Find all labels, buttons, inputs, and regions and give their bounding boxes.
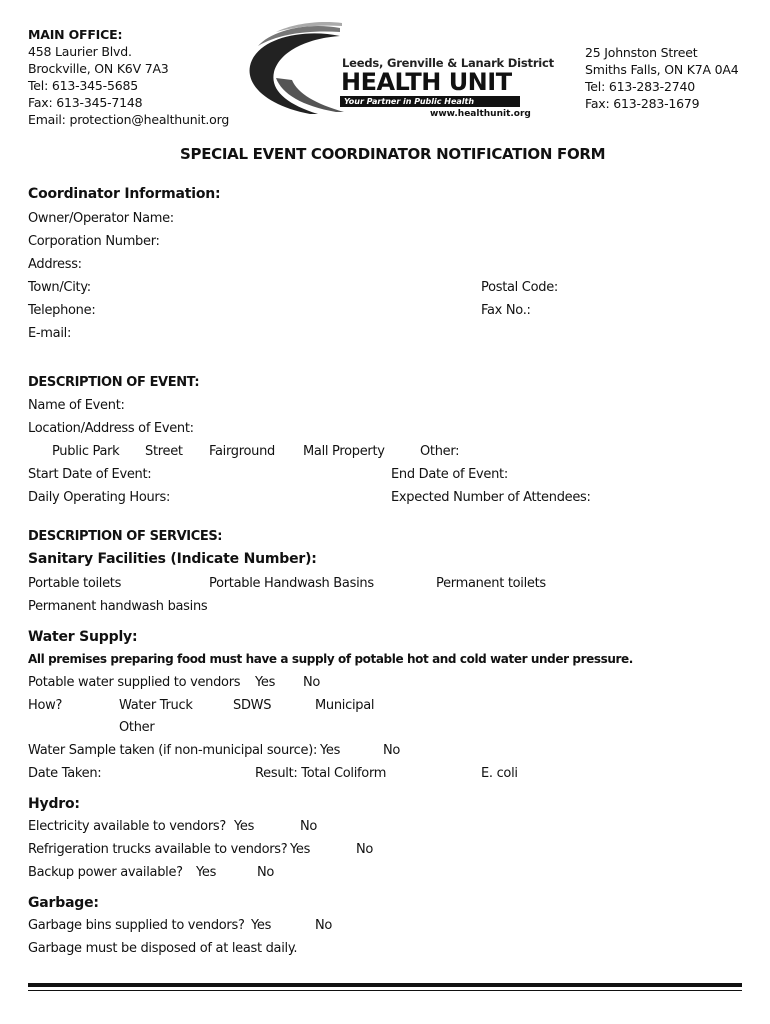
garbage-bins-no: No	[315, 918, 333, 933]
logo-name: HEALTH UNIT	[341, 68, 512, 96]
electricity-yes: Yes	[234, 819, 255, 834]
logo-tagline: Your Partner in Public Health	[344, 97, 475, 106]
services-heading: DESCRIPTION OF SERVICES:	[28, 529, 223, 544]
event-heading: DESCRIPTION OF EVENT:	[28, 375, 200, 390]
ecoli-result-label: E. coli	[481, 766, 518, 781]
main-office-heading: MAIN OFFICE:	[28, 27, 123, 42]
location-option-fairground: Fairground	[209, 444, 275, 459]
coordinator-heading: Coordinator Information:	[28, 186, 221, 202]
permanent-toilets-label: Permanent toilets	[436, 576, 546, 591]
branch-office-line: Tel: 613-283-2740	[585, 79, 696, 94]
main-office-email: Email: protection@healthunit.org	[28, 112, 230, 127]
postal-code-label: Postal Code:	[481, 280, 558, 295]
logo-district: Leeds, Grenville & Lanark District	[342, 56, 554, 70]
location-option-other: Other:	[420, 444, 460, 459]
garbage-disposal-note: Garbage must be disposed of at least daily.	[28, 941, 298, 956]
corporation-number-label: Corporation Number:	[28, 234, 160, 249]
footer-divider-thick	[28, 983, 742, 987]
fax-label: Fax No.:	[481, 303, 531, 318]
main-office-line: 458 Laurier Blvd.	[28, 44, 132, 59]
water-sample-label: Water Sample taken (if non-municipal source):	[28, 743, 318, 758]
event-name-label: Name of Event:	[28, 398, 125, 413]
form-title: SPECIAL EVENT COORDINATOR NOTIFICATION FORM	[180, 145, 606, 163]
portable-toilets-label: Portable toilets	[28, 576, 122, 591]
water-how-label: How?	[28, 698, 63, 713]
main-office-address	[28, 26, 229, 128]
email-label: E-mail:	[28, 326, 72, 341]
hydro-heading: Hydro:	[28, 796, 80, 812]
location-option-street: Street	[145, 444, 183, 459]
water-supplied-no: No	[303, 675, 321, 690]
location-option-mall: Mall Property	[303, 444, 385, 459]
start-date-label: Start Date of Event:	[28, 467, 152, 482]
water-truck-option: Water Truck	[119, 698, 193, 713]
location-option-public-park: Public Park	[52, 444, 120, 459]
garbage-bins-label: Garbage bins supplied to vendors?	[28, 918, 245, 933]
branch-office-line: 25 Johnston Street	[585, 45, 698, 60]
town-city-label: Town/City:	[28, 280, 91, 295]
water-supply-note: All premises preparing food must have a supply of potable hot and cold water under pressure.	[28, 652, 633, 666]
branch-office-address	[585, 44, 739, 112]
logo-url: www.healthunit.org	[430, 109, 531, 119]
address-label: Address:	[28, 257, 82, 272]
branch-office-line: Fax: 613-283-1679	[585, 96, 700, 111]
main-office-line: Brockville, ON K6V 7A3	[28, 61, 169, 76]
garbage-heading: Garbage:	[28, 895, 99, 911]
refrigeration-label: Refrigeration trucks available to vendors?	[28, 842, 288, 857]
owner-name-label: Owner/Operator Name:	[28, 211, 174, 226]
backup-power-label: Backup power available?	[28, 865, 183, 880]
event-location-label: Location/Address of Event:	[28, 421, 194, 436]
garbage-bins-yes: Yes	[251, 918, 272, 933]
main-office-line: Tel: 613-345-5685	[28, 78, 139, 93]
handwash-basins-label: Portable Handwash Basins	[209, 576, 374, 591]
water-municipal-option: Municipal	[315, 698, 375, 713]
electricity-no: No	[300, 819, 318, 834]
operating-hours-label: Daily Operating Hours:	[28, 490, 171, 505]
branch-office-line: Smiths Falls, ON K7A 0A4	[585, 62, 739, 77]
water-other-option: Other	[119, 720, 155, 735]
backup-power-yes: Yes	[196, 865, 217, 880]
date-taken-label: Date Taken:	[28, 766, 102, 781]
refrigeration-yes: Yes	[290, 842, 311, 857]
main-office-line: Fax: 613-345-7148	[28, 95, 143, 110]
refrigeration-no: No	[356, 842, 374, 857]
water-sample-no: No	[383, 743, 401, 758]
electricity-label: Electricity available to vendors?	[28, 819, 226, 834]
health-unit-logo	[248, 22, 554, 122]
telephone-label: Telephone:	[28, 303, 96, 318]
attendees-label: Expected Number of Attendees:	[391, 490, 591, 505]
backup-power-no: No	[257, 865, 275, 880]
end-date-label: End Date of Event:	[391, 467, 508, 482]
sanitary-heading: Sanitary Facilities (Indicate Number):	[28, 551, 317, 567]
water-supplied-yes: Yes	[255, 675, 276, 690]
footer-divider-thin	[28, 990, 742, 991]
coliform-result-label: Result: Total Coliform	[255, 766, 387, 781]
permanent-handwash-label: Permanent handwash basins	[28, 599, 208, 614]
water-sample-yes: Yes	[320, 743, 341, 758]
water-sdws-option: SDWS	[233, 698, 272, 713]
water-supply-heading: Water Supply:	[28, 629, 138, 645]
water-supplied-label: Potable water supplied to vendors	[28, 675, 241, 690]
